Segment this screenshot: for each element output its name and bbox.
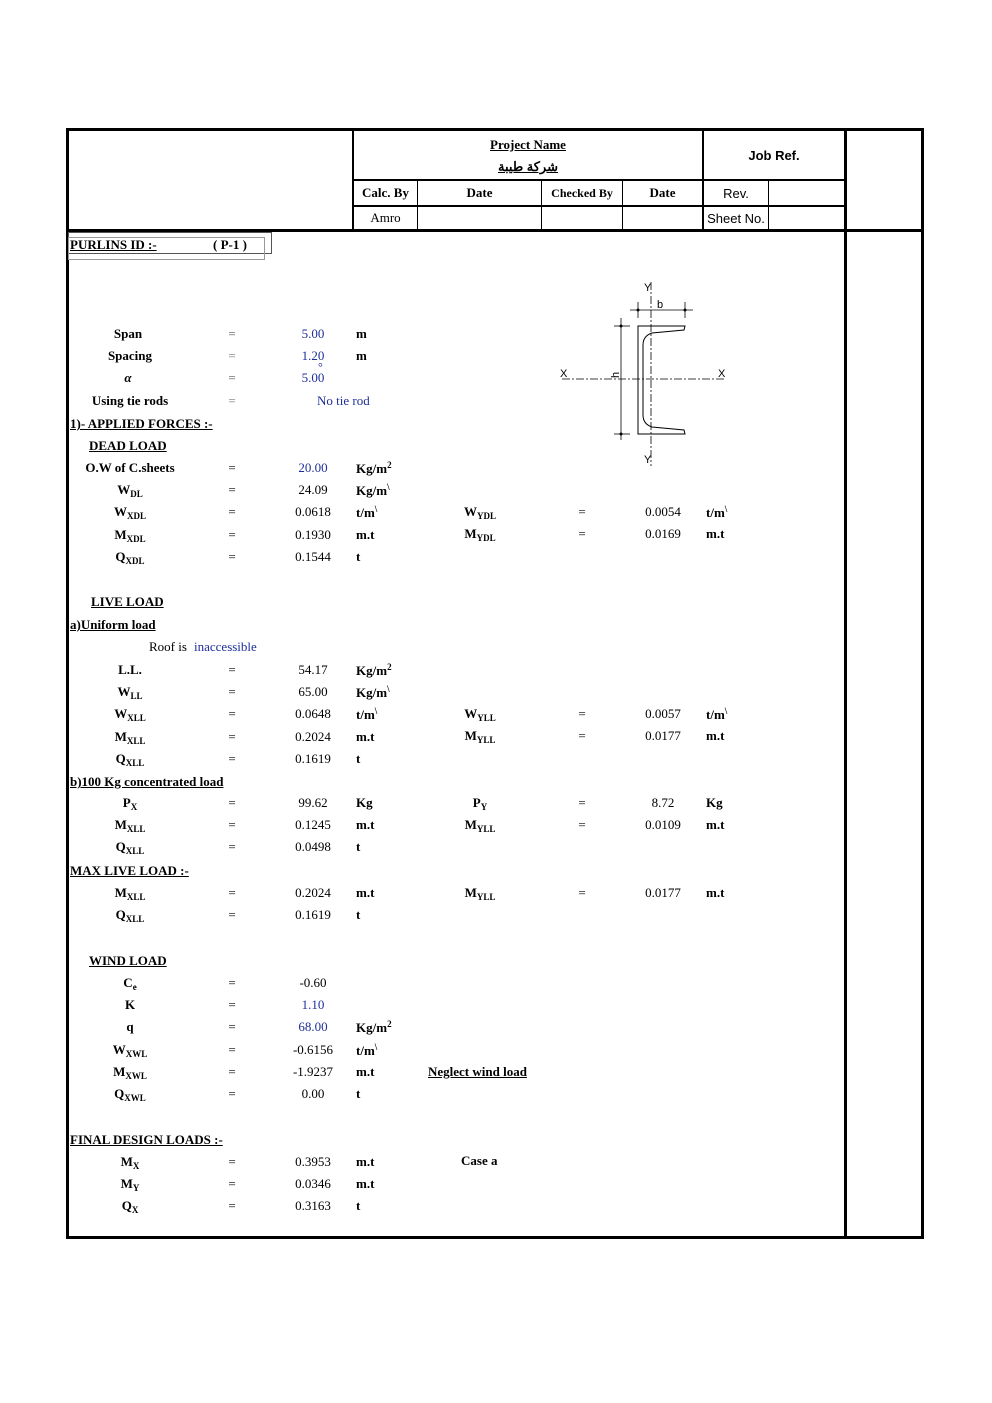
calc-value-px: 99.62: [298, 795, 328, 810]
calc-label-mydl: $M_{YDL}$: [464, 526, 496, 544]
equals-sign: =: [578, 728, 586, 744]
dim-b-label: b: [657, 299, 664, 311]
span-label: Span: [113, 326, 143, 341]
unit-mxll: m.t: [356, 885, 375, 900]
alpha-value[interactable]: 5.00: [301, 370, 325, 385]
calc-value-mxll: 0.1245: [295, 817, 331, 833]
equals-sign: =: [228, 460, 236, 475]
axis-y-top-label: Y: [644, 282, 652, 294]
checked-by-value[interactable]: [542, 207, 622, 229]
max-live-load-heading: MAX LIVE LOAD :-: [70, 863, 189, 878]
alpha-label: α: [124, 370, 132, 385]
calc-value-wydl: 0.0054: [645, 504, 681, 519]
date-value-1[interactable]: [418, 207, 541, 229]
calc-label-wxll: $W_{XLL}$: [114, 706, 146, 724]
calc-label-qxll: $Q_{XLL}$: [115, 907, 145, 925]
project-name-value: شركة طيبة: [498, 159, 558, 174]
equals-sign: =: [578, 795, 586, 810]
axis-x-right-label: X: [718, 368, 726, 380]
date-label-1: Date: [466, 185, 493, 200]
calc-label-wxdl: $W_{XDL}$: [113, 504, 146, 522]
job-ref-label: Job Ref.: [748, 147, 800, 163]
project-name-label: Project Name: [490, 137, 566, 152]
unit-myll: m.t: [706, 728, 725, 744]
unit-mxdl: m.t: [356, 526, 375, 542]
equals-sign: =: [228, 1176, 236, 1192]
unit-wll: Kg/m\: [356, 684, 390, 701]
subscript: X: [131, 1205, 139, 1216]
equals-sign: =: [578, 706, 586, 721]
spacing-eq: =: [228, 348, 236, 363]
tie-rods-eq: =: [228, 393, 236, 408]
calc-label-ce: $C_e$: [123, 975, 137, 992]
calc-value-qxll: 0.1619: [295, 750, 331, 766]
calc-label-qx: $Q_X$: [121, 1198, 139, 1216]
calc-label-o-w-of-c-sheets: O.W of C.sheets: [85, 460, 175, 475]
unit-l-l-: $Kg/m^2$: [356, 662, 392, 678]
dead-load-heading: DEAD LOAD: [89, 438, 167, 453]
subscript: XDL: [125, 555, 145, 566]
subscript: XLL: [127, 713, 146, 724]
unit-wydl: t/m\: [706, 504, 728, 520]
sheet-no-value[interactable]: [769, 207, 844, 229]
date-label-2: Date: [649, 185, 676, 200]
subscript: XLL: [126, 892, 146, 902]
unit-mxll: m.t: [356, 728, 375, 744]
subscript: YLL: [476, 735, 496, 746]
calc-value-wyll: 0.0057: [645, 706, 681, 721]
calc-value-o-w-of-c-sheets[interactable]: 20.00: [298, 460, 328, 475]
calc-value-qxdl: 0.1544: [295, 548, 331, 564]
calc-value-mxwl: -1.9237: [292, 1063, 334, 1079]
calc-label-mx: $M_X$: [120, 1154, 140, 1171]
subscript: YLL: [477, 713, 496, 723]
equals-sign: =: [228, 1041, 236, 1057]
unit-superscript: 2: [387, 460, 392, 470]
tie-rods-label: Using tie rods: [91, 393, 169, 408]
calc-label-myll: $M_{YLL}$: [464, 728, 496, 746]
span-unit: m: [356, 326, 367, 341]
calc-by-label: Calc. By: [362, 185, 409, 200]
unit-superscript: \: [374, 504, 378, 515]
neglect-wind-note: Neglect wind load: [428, 1064, 527, 1079]
equals-sign: =: [228, 839, 236, 855]
subscript: XWL: [125, 1070, 147, 1081]
equals-sign: =: [228, 548, 236, 564]
live-load-heading: LIVE LOAD: [91, 594, 164, 609]
calc-value-ce: -0.60: [299, 975, 327, 990]
calc-value-q[interactable]: 68.00: [298, 1019, 328, 1035]
unit-qxll: t: [356, 907, 361, 923]
roof-access-value[interactable]: inaccessible: [194, 639, 257, 654]
calc-value-mxdl: 0.1930: [295, 526, 331, 542]
equals-sign: =: [228, 1198, 236, 1214]
calc-label-myll: $M_{YLL}$: [464, 885, 496, 902]
calc-label-mxll: $M_{XLL}$: [114, 728, 146, 746]
c-section-shape: [638, 326, 685, 434]
subscript: YLL: [476, 824, 496, 835]
calc-value-wxwl: -0.6156: [292, 1041, 334, 1057]
subscript: XLL: [125, 914, 145, 925]
unit-superscript: 2: [387, 1019, 392, 1030]
calc-label-qxll: $Q_{XLL}$: [115, 750, 145, 768]
unit-myll: m.t: [706, 885, 725, 900]
equals-sign: =: [228, 907, 236, 923]
equals-sign: =: [228, 997, 236, 1013]
spacing-unit: m: [356, 348, 367, 363]
right-column-divider: [844, 130, 847, 1237]
equals-sign: =: [228, 662, 236, 677]
calc-label-l-l-: L.L.: [118, 662, 142, 677]
unit-qxll: t: [356, 750, 361, 766]
equals-sign: =: [228, 1019, 236, 1035]
unit-qxdl: t: [356, 548, 361, 564]
equals-sign: =: [228, 795, 236, 810]
calc-label-px: $P_X$: [122, 795, 138, 812]
calc-label-py: $P_Y$: [472, 795, 488, 812]
subscript: LL: [130, 691, 143, 702]
equals-sign: =: [228, 504, 236, 520]
calc-value-k[interactable]: 1.10: [301, 997, 325, 1013]
calc-value-qxll: 0.0498: [295, 839, 331, 855]
subscript: YDL: [476, 533, 496, 544]
calc-value-qx: 0.3163: [295, 1198, 331, 1214]
unit-superscript: \: [387, 684, 390, 695]
calc-label-myll: $M_{YLL}$: [464, 817, 496, 835]
equals-sign: =: [228, 750, 236, 766]
unit-wyll: t/m\: [706, 706, 728, 722]
checked-by-label: Checked By: [551, 185, 613, 200]
equals-sign: =: [228, 706, 236, 722]
calc-label-q: q: [126, 1019, 134, 1035]
unit-superscript: \: [374, 1041, 378, 1052]
unit-wdl: Kg/m\: [356, 482, 390, 499]
unit-superscript: \: [374, 706, 378, 717]
subscript: e: [132, 982, 137, 992]
rev-label: Rev.: [723, 185, 749, 201]
calc-value-wxdl: 0.0618: [295, 504, 331, 520]
unit-mydl: m.t: [706, 526, 725, 542]
unit-o-w-of-c-sheets: $Kg/m^2$: [356, 460, 392, 476]
calc-value-wll: 65.00: [298, 684, 328, 700]
calc-label-qxll: $Q_{XLL}$: [115, 839, 145, 857]
equals-sign: =: [228, 1063, 236, 1079]
subscript: X: [130, 802, 138, 812]
calc-label-my: $M_Y$: [120, 1176, 140, 1194]
calc-value-l-l-: 54.17: [298, 662, 328, 677]
c-section-diagram: [550, 270, 740, 470]
spacing-label: Spacing: [107, 348, 153, 363]
calc-value-mxll: 0.2024: [295, 728, 331, 744]
equals-sign: =: [228, 1154, 236, 1169]
degree-symbol: °: [318, 360, 323, 374]
equals-sign: =: [228, 526, 236, 542]
subscript: Y: [480, 802, 488, 812]
uniform-load-heading: a)Uniform load: [70, 617, 156, 632]
equals-sign: =: [578, 817, 586, 833]
dim-h-label: h: [610, 371, 622, 378]
equals-sign: =: [578, 504, 586, 519]
unit-wxwl: t/m\: [356, 1041, 378, 1058]
applied-forces-heading: 1)- APPLIED FORCES :-: [70, 416, 213, 431]
equals-sign: =: [228, 684, 236, 700]
date-value-2[interactable]: [623, 207, 702, 229]
unit-wxdl: t/m\: [356, 504, 378, 521]
equals-sign: =: [228, 1086, 236, 1101]
equals-sign: =: [228, 817, 236, 833]
unit-superscript: \: [387, 482, 390, 493]
subscript: XDL: [126, 511, 146, 522]
calc-value-myll: 0.0109: [645, 817, 681, 833]
calc-value-wdl: 24.09: [298, 482, 328, 498]
calc-value-myll: 0.0177: [645, 728, 681, 744]
concentrated-load-heading: b)100 Kg concentrated load: [70, 774, 224, 789]
subscript: XWL: [124, 1093, 146, 1103]
calc-value-my: 0.0346: [295, 1176, 331, 1192]
span-eq: =: [228, 326, 236, 341]
calc-value-qxll: 0.1619: [295, 907, 331, 923]
calc-value-mydl: 0.0169: [645, 526, 681, 542]
unit-q: $Kg/m^2$: [356, 1019, 392, 1036]
unit-mxll: m.t: [356, 817, 375, 833]
purlins-id-label: PURLINS ID :-: [70, 237, 157, 252]
subscript: DL: [130, 489, 143, 500]
subscript: X: [132, 1161, 140, 1171]
calc-value-mxll: 0.2024: [295, 885, 331, 900]
calc-label-mxdl: $M_{XDL}$: [114, 526, 146, 544]
equals-sign: =: [228, 885, 236, 900]
subscript: Y: [132, 1183, 140, 1194]
sheet-no-label: Sheet No.: [707, 210, 765, 226]
unit-px: Kg: [356, 795, 373, 810]
calc-label-mxll: $M_{XLL}$: [114, 885, 146, 902]
design-case: Case a: [461, 1153, 498, 1168]
wind-load-heading: WIND LOAD: [89, 953, 167, 968]
spacing-value[interactable]: 1.20: [301, 348, 325, 363]
tie-rods-value[interactable]: No tie rod: [317, 393, 370, 408]
equals-sign: =: [228, 728, 236, 744]
calc-label-wll: $W_{LL}$: [117, 684, 143, 702]
alpha-eq: =: [228, 370, 236, 385]
subscript: XDL: [126, 533, 146, 544]
unit-myll: m.t: [706, 817, 725, 833]
subscript: YLL: [476, 892, 496, 902]
unit-superscript: 2: [387, 662, 392, 672]
unit-py: Kg: [706, 795, 723, 810]
equals-sign: =: [578, 526, 586, 542]
unit-qxwl: t: [356, 1086, 361, 1101]
calc-label-mxwl: $M_{XWL}$: [113, 1063, 147, 1081]
purlins-id-value: ( P-1 ): [213, 237, 247, 252]
unit-wxll: t/m\: [356, 706, 378, 723]
unit-mx: m.t: [356, 1154, 375, 1169]
rev-value[interactable]: [769, 181, 844, 205]
subscript: XWL: [125, 1048, 148, 1059]
equals-sign: =: [228, 975, 236, 990]
calc-label-k: K: [124, 997, 136, 1013]
calc-by-value[interactable]: Amro: [370, 210, 401, 225]
span-value[interactable]: 5.00: [301, 326, 325, 341]
final-design-heading: FINAL DESIGN LOADS :-: [70, 1132, 223, 1147]
unit-my: m.t: [356, 1176, 375, 1192]
calc-label-qxwl: $Q_{XWL}$: [114, 1086, 146, 1103]
calc-value-py: 8.72: [651, 795, 675, 810]
subscript: XLL: [126, 735, 146, 746]
calc-label-qxdl: $Q_{XDL}$: [115, 548, 145, 566]
calc-value-qxwl: 0.00: [301, 1086, 325, 1101]
unit-superscript: \: [724, 706, 728, 716]
unit-qx: t: [356, 1198, 361, 1214]
subscript: XLL: [126, 824, 146, 835]
calc-label-wydl: $W_{YDL}$: [463, 504, 496, 521]
equals-sign: =: [228, 482, 236, 498]
axis-x-left-label: X: [560, 368, 568, 380]
unit-mxwl: m.t: [356, 1063, 375, 1079]
calc-label-wyll: $W_{YLL}$: [464, 706, 496, 723]
calc-value-wxll: 0.0648: [295, 706, 331, 722]
calc-label-wdl: $W_{DL}$: [117, 482, 143, 500]
axis-y-bottom-label: Y: [644, 454, 652, 466]
calc-value-mx: 0.3953: [295, 1154, 331, 1169]
calc-label-mxll: $M_{XLL}$: [114, 817, 146, 835]
subscript: YDL: [476, 511, 496, 521]
equals-sign: =: [578, 885, 586, 900]
calc-value-myll: 0.0177: [645, 885, 681, 900]
subscript: XLL: [125, 846, 145, 857]
calc-label-wxwl: $W_{XWL}$: [112, 1041, 148, 1059]
unit-superscript: \: [724, 504, 728, 514]
roof-label: Roof is: [149, 639, 187, 654]
subscript: XLL: [125, 757, 145, 768]
unit-qxll: t: [356, 839, 361, 855]
